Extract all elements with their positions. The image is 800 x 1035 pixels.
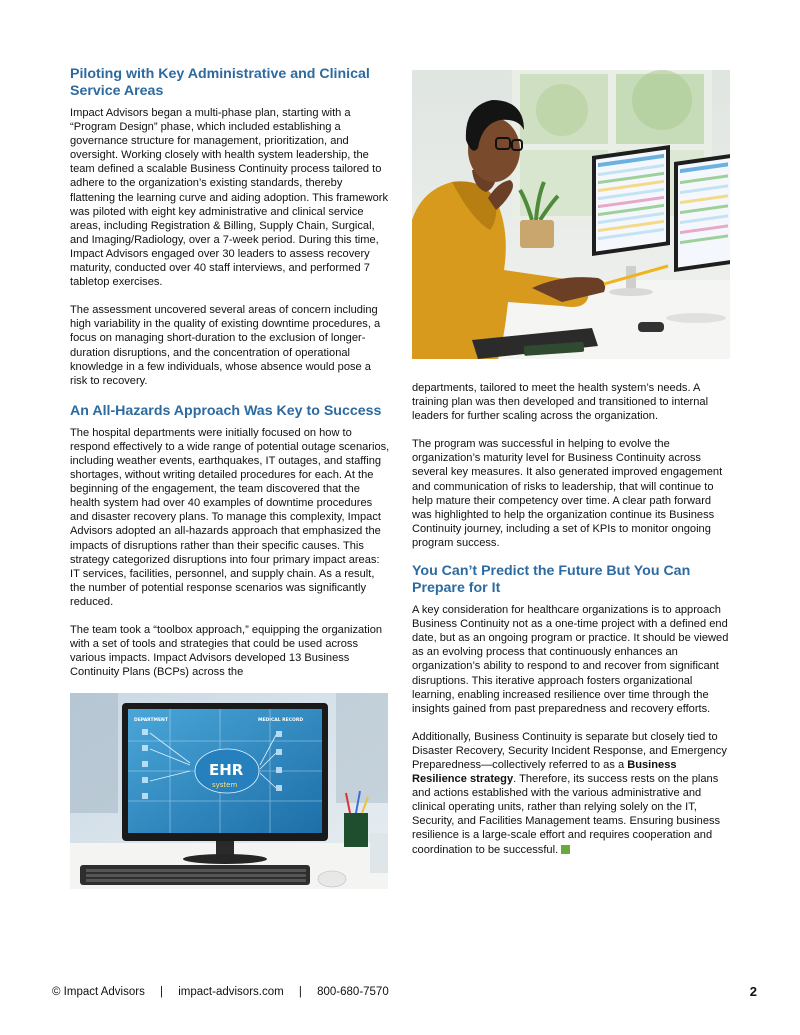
footer <box>52 985 757 999</box>
footer-copyright: © Impact Advisors <box>52 986 145 998</box>
paragraph: The hospital departments were initially focused on how to respond effectively to a wide range of potential outage scenarios, including weather events, earthquakes, IT outages, and staffing shortages, without writing detailed procedures for each. At the beginning of the engagement, the team discovered that the health system had over 40 examples of downtime procedures and disaster recovery plans. To manage this complexity, Impact Advisors adopted an all-hazards approach that emphasized the impacts of disruptions rather than their specific causes. This strategy categorized disruptions into four primary impact areas: IT services, facilities, personnel, and supply chain. As a result, the number of potential response scenarios was significantly reduced. <box>70 426 390 608</box>
text-run: Additionally, Business Continuity is separate but closely tied to Disaster Recovery, Security Incident Response, and Emergency Preparedness—collectively referred to as a <box>412 730 727 771</box>
paragraph: Impact Advisors began a multi-phase plan, starting with a “Program Design” phase, which included establishing a governance structure for management, prioritization, and oversight. Working closely with health system leadership, the team defined a scalable Business Continuity process tailored to adhere to the organization’s existing standards, thereby flattening the learning curve and aiding adoption. This framework was piloted with eight key administrative and clinical service areas, including Registration & Billing, Supply Chain, Surgical, and Imaging/Radiology, over a 7-week period. During this time, Impact Advisors engaged over 30 leaders to assess recovery maturity, conducted over 40 staff interviews, and performed 7 tabletop exercises. <box>70 107 389 289</box>
right-column <box>412 70 730 857</box>
footer-phone: 800-680-7570 <box>317 986 389 998</box>
heading-piloting: Piloting with Key Administrative and Clinical Service Areas <box>70 66 370 99</box>
bold-phrase: Business Resilience strategy <box>412 758 677 786</box>
paragraph: The assessment uncovered several areas of concern including high variability in the quality of existing downtime procedures, a focus on managing short-duration to the exclusion of longer-duration disruptions, and the concentration of operational knowledge in a few individuals, whose absence would pose a risk to recovery. <box>70 304 381 387</box>
paragraph: A key consideration for healthcare organizations is to approach Business Continuity not as a one-time project with a defined end date, but as an ongoing program or practice. It should be viewed as an evolving process that continuously enhances an organization’s ability to respond to and recover from significant disruptions. This iterative approach fosters organizational learning, enabling increased resilience over time through the insights gained from past preparedness and recovery efforts. <box>412 604 729 715</box>
ehr-big-text: EHR <box>209 761 244 780</box>
paragraph-resilience <box>412 730 730 857</box>
page-number: 2 <box>749 984 757 999</box>
paragraph: The team took a “toolbox approach,” equipping the organization with a set of tools and strategies that could be used across various impacts. Impact Advisors developed 13 Business Continuity Plans (BCPs) across the <box>70 624 383 679</box>
end-mark-icon <box>561 845 570 854</box>
footer-separator: | <box>298 986 302 998</box>
ehr-left-label: DEPARTMENT <box>134 718 168 724</box>
heading-predict-future: You Can’t Predict the Future But You Can Prepare for It <box>412 563 691 597</box>
woman-at-computer-photo <box>412 70 730 359</box>
heading-all-hazards: An All-Hazards Approach Was Key to Success <box>70 402 382 419</box>
left-column <box>70 66 390 889</box>
paragraph: The program was successful in helping to evolve the organization’s maturity level for Business Continuity across several key measures. It also generated improved engagement and communication of risks to leadership, that will continue to help mature their competency over time. A clear path forward was highlighted to help the organization continue its Business Continuity journey, including a set of KPIs to monitor ongoing program success. <box>412 438 723 549</box>
ehr-sub-text: system <box>212 781 238 790</box>
paragraph: departments, tailored to meet the health system’s needs. A training plan was then developed and transitioned to internal leaders for further scaling across the organization. <box>412 382 709 423</box>
text-run: . Therefore, its success rests on the plans and actions established with the various administrative and clinical operating units, rather than relying solely on the IT, Security, and Facilities Management teams. Ensuring business resilience is a large-scale effort and requires cooperation and coordination to be successful. <box>412 773 721 856</box>
footer-separator: | <box>160 986 164 998</box>
ehr-monitor-photo <box>70 693 388 889</box>
ehr-right-label: MEDICAL RECORD <box>258 718 304 724</box>
footer-website-link[interactable]: impact-advisors.com <box>178 986 284 998</box>
